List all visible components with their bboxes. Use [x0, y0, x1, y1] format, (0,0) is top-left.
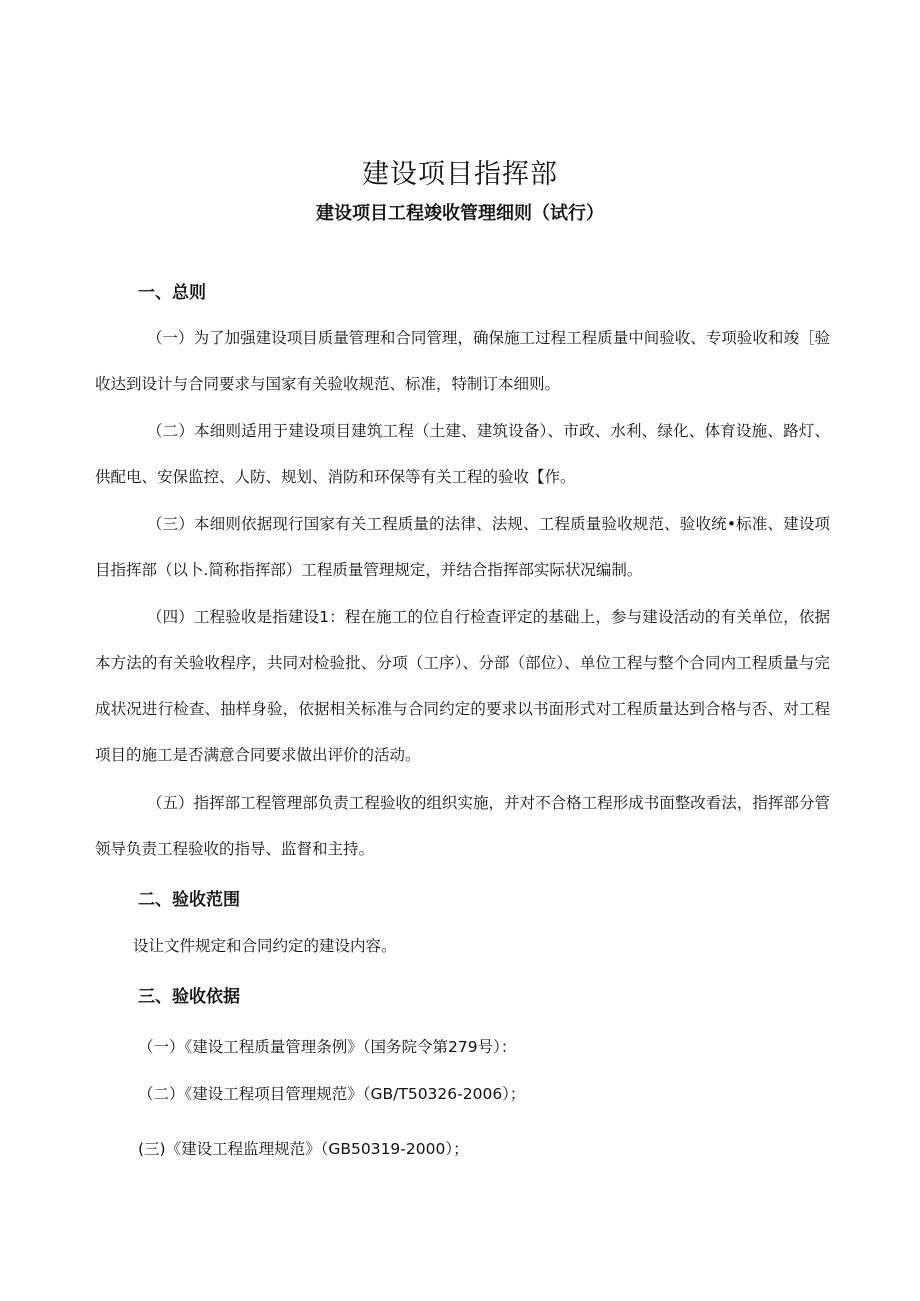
paragraph-2: （二）本细则适用于建设项目建筑工程（土建、建筑设备）、市政、水利、绿化、体育设施、路灯、供配电、安保监控、人防、规划、消防和环保等有关工程的验收【作。	[95, 422, 830, 486]
basis-item-1: （一）《建设工程质量管理条例》（国务院令第279号）：	[138, 1038, 517, 1056]
paragraph-4: （四）工程验收是指建设1：程在施工的位自行检查评定的基础上，参与建设活动的有关单位，依据本方法的有关验收程序，共同对检验批、分项（工序）、分部（部位）、单位工程与整个合同内工程质量与完成状况进行检查、抽样身验，依据相关标准与合同约定的要求以书面形式对工程质量达到合格与否、对工程项目的施工是否满意合同要求做出评价的活动。	[95, 608, 830, 764]
section-heading-basis: 三、验收依据	[138, 987, 240, 1007]
paragraph-1: （一）为了加强建设项目质量管理和合同管理，确保施工过程工程质量中间验收、专项验收和竣［验收达到设计与合同要求与国家有关验收规范、标准，特制订本细则。	[95, 329, 830, 393]
paragraph-5: （五）指挥部工程管理部负责工程验收的组织实施，并对不合格工程形成书面整改看法，指挥部分管领导负责工程验收的指导、监督和主持。	[95, 794, 830, 858]
section-heading-general: 一、总则	[138, 283, 206, 303]
basis-item-3: (三)《建设工程监理规范》（GB50319-2000）；	[138, 1140, 469, 1158]
section-heading-scope: 二、验收范围	[138, 890, 240, 910]
scope-text: 设让文件规定和合同约定的建设内容。	[133, 937, 397, 955]
document-subtitle: 建设项目工程竣收管理细则（试行）	[316, 203, 604, 224]
document-title: 建设项目指挥部	[362, 159, 558, 190]
paragraph-3: （三）本细则依据现行国家有关工程质量的法律、法规、工程质量验收规范、验收统•标准、建设项目指挥部（以卜.简称指挥部）工程质量管理规定，并结合指挥部实际状况编制。	[95, 515, 830, 579]
basis-item-2: （二）《建设工程项目管理规范》（GB/T50326-2006）；	[138, 1085, 526, 1103]
